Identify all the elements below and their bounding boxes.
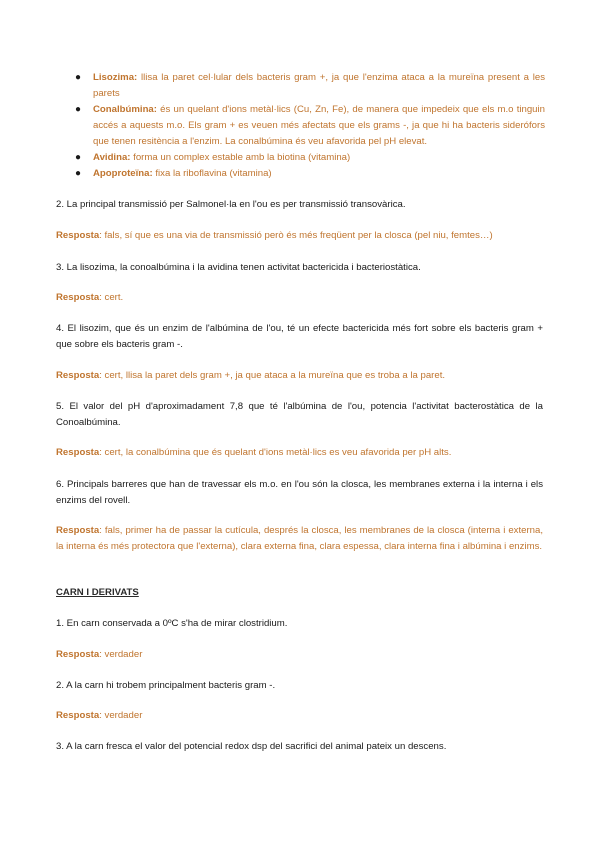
answer-label: Resposta bbox=[56, 292, 100, 303]
answer-body: : cert, llisa la paret dels gram +, ja que ataca a la mureïna que es troba a la paret. bbox=[99, 370, 446, 381]
answer-body: : cert, la conalbúmina que és quelant d'ions metàl·lics es veu afavorida per pH alts. bbox=[99, 447, 452, 458]
list-item bbox=[75, 166, 545, 182]
answer-text bbox=[56, 708, 543, 724]
answer-body: : verdader bbox=[99, 710, 143, 721]
term: Avidina: bbox=[93, 152, 131, 163]
section-header: CARN I DERIVATS bbox=[56, 587, 139, 598]
question-text: 6. Principals barreres que han de travessar els m.o. en l'ou són la closca, les membranes externa i la interna i els enzims del rovell. bbox=[56, 479, 543, 506]
bullet-icon: ● bbox=[75, 168, 82, 179]
definition: forma un complex estable amb la biotina (vitamina) bbox=[130, 152, 351, 163]
answer-text bbox=[56, 290, 543, 306]
answer-label: Resposta bbox=[56, 649, 100, 660]
question-text: 3. La lisozima, la conoalbúmina i la avidina tenen activitat bactericida i bacteriostàtica. bbox=[56, 262, 421, 273]
question-text: 2. La principal transmissió per Salmonel·la en l'ou es per transmissió transovàrica. bbox=[56, 199, 406, 210]
list-item bbox=[75, 102, 545, 150]
answer-text bbox=[56, 368, 543, 384]
answer-label: Resposta bbox=[56, 525, 100, 536]
egg-protein-list bbox=[75, 70, 545, 182]
term: Lisozima: bbox=[93, 72, 138, 83]
answer-text bbox=[56, 523, 543, 555]
answer-label: Resposta bbox=[56, 710, 100, 721]
answer-text bbox=[56, 445, 543, 461]
bullet-icon: ● bbox=[75, 152, 82, 163]
answer-body: : verdader bbox=[99, 649, 143, 660]
answer-label: Resposta bbox=[56, 230, 100, 241]
definition: és un quelant d'ions metàl·lics (Cu, Zn, Fe), de manera que impedeix que els m.o tinguin accés a aquests m.o. Els gram + es veuen més afectats que els grams -, ja que hi ha bacteris siderófors que tenen resitència a l'enzim. La conalbúmina és veu afavorida pel pH elevat. bbox=[93, 104, 545, 147]
definition: llisa la paret cel·lular dels bacteris gram +, ja que l'enzima ataca a la mureïna present a les parets bbox=[93, 72, 545, 99]
question-text: 3. A la carn fresca el valor del potencial redox dsp del sacrifici del animal pateix un descens. bbox=[56, 741, 447, 752]
answer-label: Resposta bbox=[56, 370, 100, 381]
question-text: 1. En carn conservada a 0ºC s'ha de mirar clostridium. bbox=[56, 618, 288, 629]
answer-text bbox=[56, 228, 543, 244]
answer-body: : fals, primer ha de passar la cutícula, després la closca, les membranes de la closca (interna i externa, la interna és més protectora que l'externa), clara externa fina, clara espessa, clara interna fina i albúmina i enzims. bbox=[56, 525, 543, 552]
question-text: 2. A la carn hi trobem principalment bacteris gram -. bbox=[56, 680, 276, 691]
bullet-icon: ● bbox=[75, 104, 82, 115]
term: Conalbúmina: bbox=[93, 104, 157, 115]
answer-label: Resposta bbox=[56, 447, 100, 458]
question-text: 5. El valor del pH d'aproximadament 7,8 que té l'albúmina de l'ou, potencia l'activitat bacterostàtica de la Conoalbúmina. bbox=[56, 401, 543, 428]
bullet-icon: ● bbox=[75, 72, 82, 83]
definition: fixa la riboflavina (vitamina) bbox=[152, 168, 272, 179]
answer-body: : fals, sí que es una via de transmissió però és més freqüent per la closca (pel niu, femtes…) bbox=[99, 230, 493, 241]
list-item bbox=[75, 70, 545, 102]
term: Apoproteïna: bbox=[93, 168, 153, 179]
question-text: 4. El lisozim, que és un enzim de l'albúmina de l'ou, té un efecte bactericida més fort sobre els bacteris gram + que sobre els bacteris gram -. bbox=[56, 323, 543, 350]
answer-body: : cert. bbox=[99, 292, 124, 303]
list-item bbox=[75, 150, 545, 166]
answer-text bbox=[56, 647, 543, 663]
